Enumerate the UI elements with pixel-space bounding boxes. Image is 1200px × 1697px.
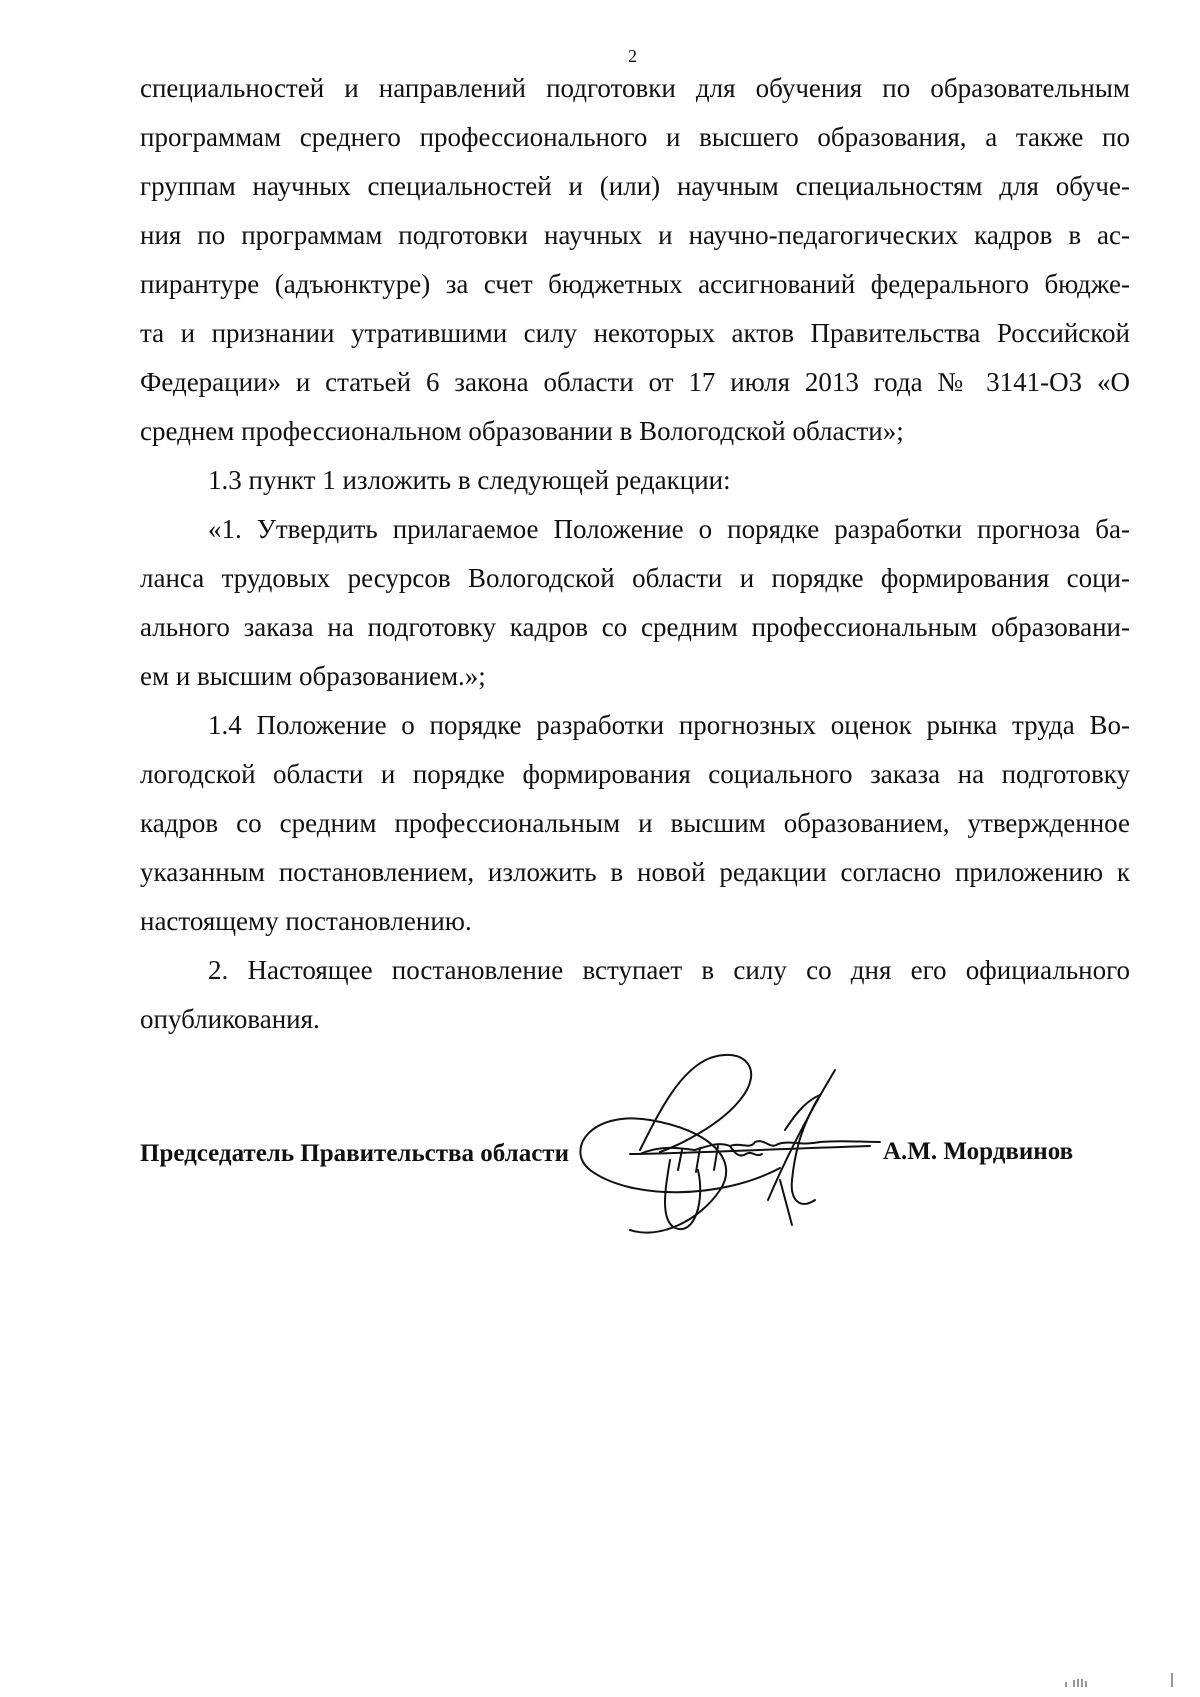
- document-body: [140, 64, 1130, 1044]
- text-line: настоящему постановлению.: [140, 906, 472, 936]
- paragraph-2: 2. Настоящее постановление вступает в силу со дня его официального: [208, 955, 1130, 985]
- signatory-title: Председатель Правительства области: [140, 1140, 569, 1167]
- text-line: пирантуре (адъюнктуре) за счет бюджетных ассигнований федерального бюдже-: [140, 269, 1130, 299]
- text-line: ния по программам подготовки научных и научно-педагогических кадров в ас-: [140, 220, 1130, 250]
- paragraph-1-3: 1.3 пункт 1 изложить в следующей редакции:: [208, 465, 731, 495]
- signatory-name: А.М. Мордвинов: [883, 1138, 1074, 1165]
- text-line: ланса трудовых ресурсов Вологодской области и порядке формирования соци-: [140, 563, 1130, 593]
- paragraph-1-4: 1.4 Положение о порядке разработки прогнозных оценок рынка труда Во-: [208, 710, 1130, 740]
- text-line: ем и высшим образованием.»;: [140, 661, 486, 691]
- text-line: специальностей и направлений подготовки для обучения по образовательным: [140, 73, 1130, 103]
- text-line: ального заказа на подготовку кадров со средним профессиональным образовани-: [140, 612, 1130, 642]
- text-line: группам научных специальностей и (или) научным специальностям для обуче-: [140, 171, 1130, 201]
- text-line: та и признании утратившими силу некоторых актов Правительства Российской: [140, 318, 1130, 348]
- scan-artifact: [1060, 1673, 1180, 1687]
- handwritten-signature: [570, 1050, 890, 1280]
- text-line: программам среднего профессионального и высшего образования, а также по: [140, 122, 1130, 152]
- text-line: среднем профессиональном образовании в Вологодской области»;: [140, 416, 904, 446]
- paragraph-quote-start: «1. Утвердить прилагаемое Положение о порядке разработки прогноза ба-: [208, 514, 1130, 544]
- page-number: 2: [628, 46, 637, 66]
- text-line: Федерации» и статьей 6 закона области от 17 июля 2013 года № 3141-ОЗ «О: [140, 367, 1130, 397]
- text-line: логодской области и порядке формирования социального заказа на подготовку: [140, 759, 1130, 789]
- text-line: кадров со средним профессиональным и высшим образованием, утвержденное: [140, 808, 1130, 838]
- text-line: указанным постановлением, изложить в новой редакции согласно приложению к: [140, 857, 1130, 887]
- signature-block: [140, 1050, 1140, 1200]
- text-line: опубликования.: [140, 1004, 320, 1034]
